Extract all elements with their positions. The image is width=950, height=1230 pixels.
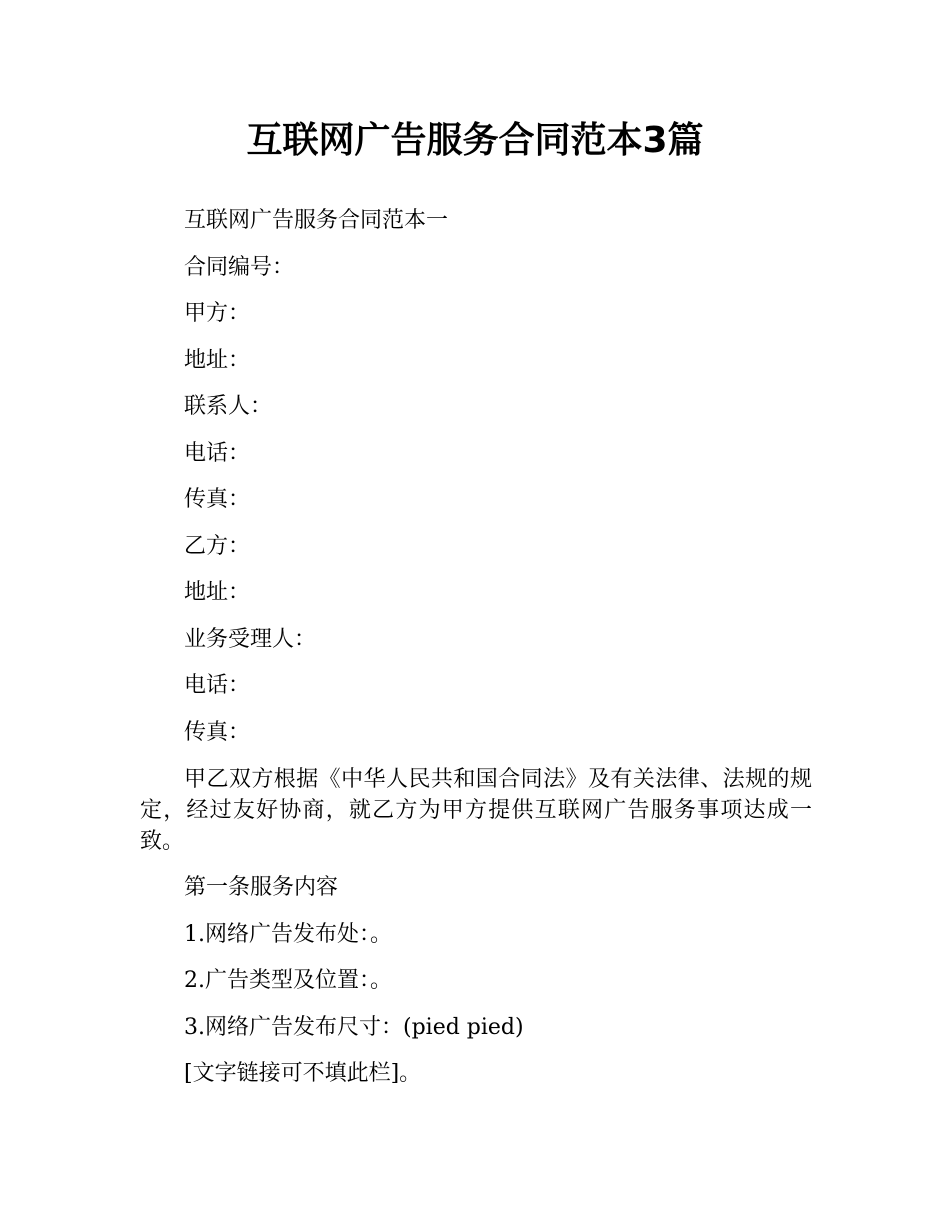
clause-item-2: 2.广告类型及位置：。 [184, 968, 392, 993]
section-heading: 互联网广告服务合同范本一 [184, 208, 449, 233]
document-body [140, 198, 812, 1098]
field-party-a: 甲方： [184, 301, 251, 326]
field-party-a-fax: 传真： [184, 487, 251, 512]
field-party-a-phone: 电话： [184, 440, 251, 466]
field-party-b-address: 地址： [184, 580, 251, 605]
field-party-b-fax: 传真： [184, 719, 251, 745]
clause-note: [文字链接可不填此栏]。 [184, 1061, 422, 1086]
article-heading: 第一条服务内容 [184, 875, 339, 900]
document-title: 互联网广告服务合同范本3篇 [246, 120, 704, 161]
field-party-b-phone: 电话： [184, 673, 251, 698]
clause-item-3: 3.网络广告发布尺寸：(pied pied) [184, 1014, 524, 1040]
field-party-b-agent: 业务受理人： [184, 626, 317, 652]
field-party-b: 乙方： [184, 533, 251, 559]
field-party-a-address: 地址： [184, 347, 251, 373]
preamble-paragraph: 甲乙双方根据《中华人民共和国合同法》及有关法律、法规的规定，经过友好协商，就乙方为甲方提供互联网广告服务事项达成一致。 [140, 767, 812, 854]
clause-item-1: 1.网络广告发布处：。 [184, 921, 392, 947]
field-party-a-contact: 联系人： [184, 394, 273, 419]
field-contract-number: 合同编号： [184, 254, 295, 280]
